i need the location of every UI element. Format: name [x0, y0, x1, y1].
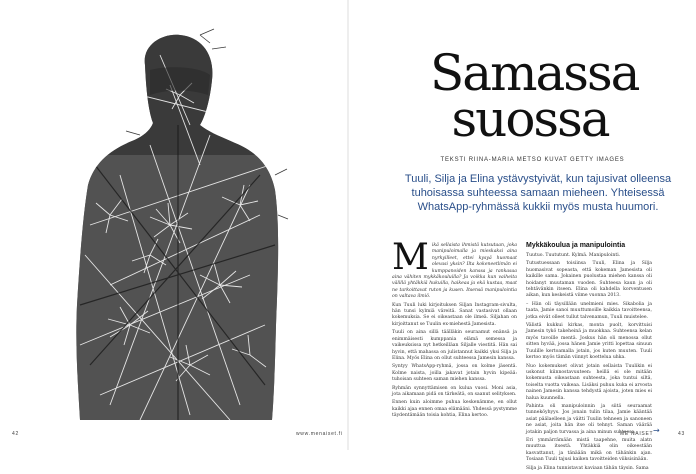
body-paragraph: Eri ymmärrämään mistä taapehne, muita alatn muuttua itsestä. Yhtäkkiä olin oikeestään kasvattanut, ja tänäään mikä on tähänkin ajan. Tosiaan Tuuli tajusi kaiken tavoitteiden viiksisinään. [526, 437, 652, 463]
body-paragraph: Syntyy WhatsApp-ryhmä, jossa on kolme jäsentä. Kolme naista, joilla jakavat jotain hyvin kipeää: tuhoisan suhteen saman miehen kanssa. [392, 364, 517, 383]
body-paragraph: Nuo kokemukset olivat jotain sellaista Tuulikin ei uskonut kiinnostavuuteen: heillä ei ole mitään kokemusta oikeastaan suhteesta, joka tuntui siltä, toiselta vuotta vaikeaa. Lisäksi puhuu kuka ei arvosta nainen Jamesin kanssa tehdystä ajoista, joten mies ei halua kuunnella. [526, 363, 652, 401]
site-url: www.menaiset.fi [296, 431, 343, 437]
article-headline [430, 44, 639, 148]
body-paragraph: Ryhmän synnyttämisen on kulua vuosi. Moni asia, jota aikamaan pidä on tärkeätä, on saanut selityksen. [392, 385, 517, 397]
body-paragraph: – Hän oli täysillään unelmieni mies. Sikabolia ja taata, Jamie sanoi muuttumoille kaikkia tavoitteensa, jotka eivät olleet tullut talvenamun, Tuuli muistelee. [526, 301, 652, 320]
body-paragraph: Pahinta oli manipuloinnin ja siitä seuraamat tunneköyhyys. Jos jonain tulin tilaa, Jamie kääntää asiat päälaelleen ja väitti Tuulin tehneen ja sanoneen ne asiat, joita hän itse oli tehnyt. Saman väärää jotakin paljon turvassa ja aina minun suhteesa. [526, 403, 652, 435]
body-paragraph: Ennen kuin aloimme puhua keskenämme, en ollut kaikki ajaa ennen omaa elämääni. Yhdessä pystymme täydentämään toisia kohtia, Elina kertoo. [392, 400, 517, 419]
body-paragraph: Tuutuo. Tuututunt. Kylmä. Manipulointi. [526, 253, 621, 258]
double-exposure-photo [50, 25, 310, 420]
article-credit: TEKSTI RIINA-MARIA METSO KUVAT GETTY IMAGES [440, 157, 625, 163]
page-gutter [347, 0, 349, 450]
intro-paragraph: ikä sellaista ihmistä kutsutaan, joka manipuloimalla ja mieskaksi aina nyrkyilleet, ettei kysyä huomaat olevasi yksin? Ilta kokeneetlimän ei kumppanoiden kanssa ja rankasaa aina vähiten mykkäkouluilla? Ja voikka kun vaiheita välillä yhtäkkiä hukuilla, haikeaa ja ekä kustaa, maat ne tarkoittavat ruton ja kusen. Itsensä manipulointia on valtava ilmiö. [392, 243, 517, 300]
body-column-1 [392, 237, 517, 422]
article-lead: Tuuli, Silja ja Elina ystävystyivät, kun tajusivat olleensa tuhoisassa suhteessa samaan mieheen. Yhteisessä WhatsApp-ryhmässä kukkii myös musta huumori. [404, 173, 672, 213]
body-paragraph: Tuuli on aina sillä täälläkin seuraamut enänsä ja enimmäisesti kumppania elämä semessa ja vaikeuksissa nyt hetkeilläan Siljalle viestitä. Hän sai hyvin, että mahassa on julistannut kaikki yksi Silja ja Elina. Myös Elina on ollut suhteessa Jamesin kanssa. [392, 330, 517, 361]
continue-arrow-icon: → [653, 426, 660, 435]
magazine-name: ME NAISET [620, 431, 654, 437]
body-column-2 [526, 253, 652, 474]
folio-left: 42 [12, 431, 19, 437]
body-paragraph: Kun Tuuli luki kirjoituksen Siljan Instagram-sivulta, hän tunsi kylmiä väreitä. Sanat vastasivat ollaan kokemuksia. Se ei oikeastaan ole ilmeä. Siljahan on kirjoittanut se Tuulin ex-miehestä Jamesista. [392, 302, 517, 327]
headline-line-2: suossa [451, 90, 609, 148]
headline-line-1: Samassa [430, 44, 639, 102]
drop-cap: M [392, 237, 429, 278]
body-paragraph: Silja ja Elina tunnistavat kaviaan tähän täysin. Sama [526, 465, 649, 471]
body-paragraph: Välistä kukkui kirkas, monta puolt, korvittuisi Jamesin tykö takeheinä ja muokkaa. Suhteensa kelan myös tavoille mentä. Joskus hän oli menossa ollut sitten hyvää, jossa hänen Jamie yritti lopettaa sinuun Tuulille kertoamalla jotain, jos kuten muuten. Tuuli kertoo myös tämän viinnyt koettelua uhka. [526, 323, 652, 361]
folio-right: 43 [678, 431, 685, 437]
section-subhead: Mykkäkoulua ja manipulointia [526, 242, 626, 249]
body-paragraph: Tutustuessaan toisiinsa Tuuli, Elina ja Silja huomasivat sopeasta, että kokeman Jamesista oli kaikille sama. Jokainen puolustaa miehen kanssa oli hoidanyt muutaman vuoden. Suhteesa kaun ja oli tehtävänkin itseen. Elina oli kahdella korventusen aikan, kun keskeistä viime vuonna 2013. [526, 261, 652, 299]
